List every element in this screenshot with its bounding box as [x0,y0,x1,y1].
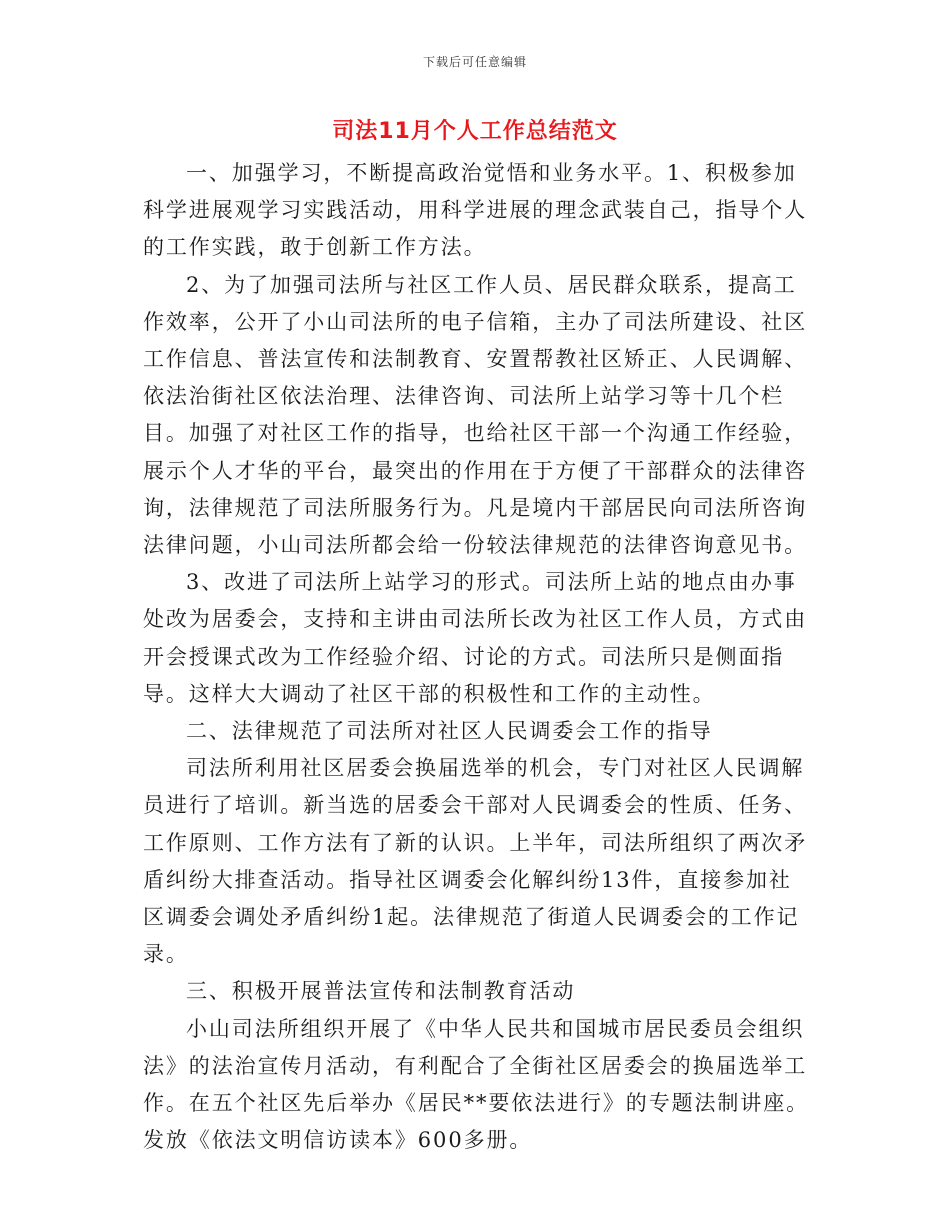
paragraph-mediation: 司法所利用社区居委会换届选举的机会，专门对社区人民调解员进行了培训。新当选的居委会干部对人民调委会的性质、任务、工作原则、工作方法有了新的认识。上半年，司法所组织了两次矛盾纠纷大排查活动。指导社区调委会化解纠纷13件，直接参加社区调委会调处矛盾纠纷1起。法律规范了街道人民调委会的工作记录。 [143,756,808,967]
paragraph-study: 一、加强学习，不断提高政治觉悟和业务水平。1、积极参加科学进展观学习实践活动，用科学进展的理念武装自己，指导个人的工作实践，敢于创新工作方法。 [143,161,808,260]
header-note: 下载后可任意编辑 [422,55,527,69]
section-heading-legal-education: 三、积极开展普法宣传和法制教育活动 [186,979,576,1004]
paragraph-email-columns: 2、为了加强司法所与社区工作人员、居民群众联系，提高工作效率，公开了小山司法所的电子信箱，主办了司法所建设、社区工作信息、普法宣传和法制教育、安置帮教社区矫正、人民调解、依法治街社区依法治理、法律咨询、司法所上站学习等十几个栏目。加强了对社区工作的指导，也给社区干部一个沟通工作经验，展示个人才华的平台，最突出的作用在于方便了干部群众的法律咨询，法律规范了司法所服务行为。凡是境内干部居民向司法所咨询法律问题，小山司法所都会给一份较法律规范的法律咨询意见书。 [143,272,808,558]
paragraph-legal-education: 小山司法所组织开展了《中华人民共和国城市居民委员会组织法》的法治宣传月活动，有利配合了全街社区居委会的换届选举工作。在五个社区先后举办《居民**要依法进行》的专题法制讲座。发放《依法文明信访读本》600多册。 [143,1016,809,1153]
document-title: 司法11月个人工作总结范文 [332,119,618,144]
document-body [143,155,811,1159]
paragraph-study-format: 3、改进了司法所上站学习的形式。司法所上站的地点由办事处改为居委会，支持和主讲由司法所长改为社区工作人员，方式由开会授课式改为工作经验介绍、讨论的方式。司法所只是侧面指导。这样大大调动了社区干部的积极性和工作的主动性。 [143,570,808,706]
section-heading-mediation: 二、法律规范了司法所对社区人民调委会工作的指导 [186,719,713,744]
